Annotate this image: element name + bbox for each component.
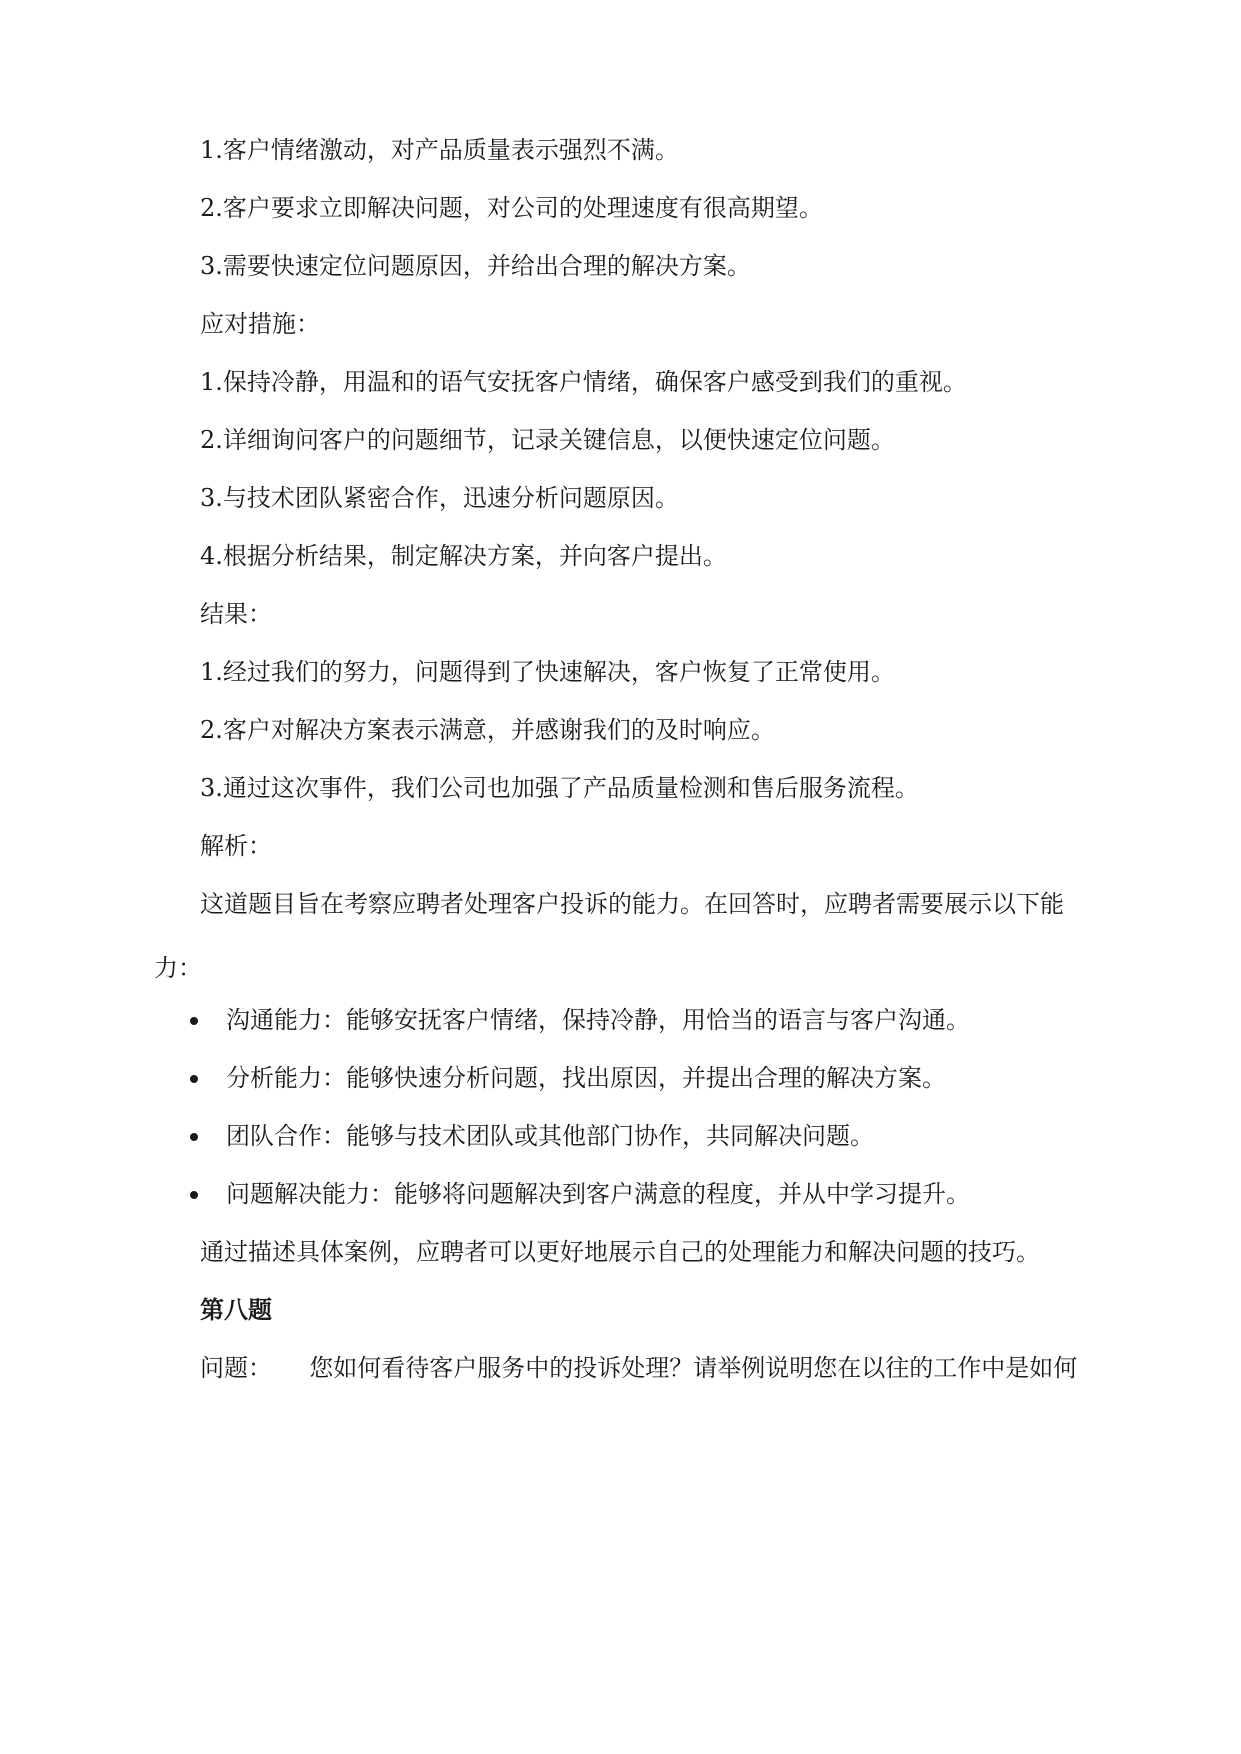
measure-2: 2.详细询问客户的问题细节，记录关键信息，以便快速定位问题。 bbox=[200, 426, 895, 454]
question-label: 问题： bbox=[200, 1354, 272, 1382]
analysis-heading: 解析： bbox=[200, 832, 272, 860]
ability-item bbox=[190, 1062, 946, 1094]
ability-text: 团队合作：能够与技术团队或其他部门协作，共同解决问题。 bbox=[226, 1122, 874, 1150]
ability-text: 分析能力：能够快速分析问题，找出原因，并提出合理的解决方案。 bbox=[226, 1064, 946, 1092]
measure-4: 4.根据分析结果，制定解决方案，并向客户提出。 bbox=[200, 542, 727, 570]
case-point-3: 3.需要快速定位问题原因，并给出合理的解决方案。 bbox=[200, 252, 751, 280]
measure-1: 1.保持冷静，用温和的语气安抚客户情绪，确保客户感受到我们的重视。 bbox=[200, 368, 967, 396]
result-2: 2.客户对解决方案表示满意，并感谢我们的及时响应。 bbox=[200, 716, 775, 744]
case-point-2: 2.客户要求立即解决问题，对公司的处理速度有很高期望。 bbox=[200, 194, 823, 222]
question-heading: 第八题 bbox=[200, 1295, 272, 1324]
ability-item bbox=[190, 1120, 874, 1152]
result-1: 1.经过我们的努力，问题得到了快速解决，客户恢复了正常使用。 bbox=[200, 658, 895, 686]
question-line bbox=[200, 1352, 1100, 1384]
bullet-dot-icon bbox=[190, 1075, 198, 1083]
ability-text: 问题解决能力：能够将问题解决到客户满意的程度，并从中学习提升。 bbox=[226, 1180, 970, 1208]
bullet-dot-icon bbox=[190, 1133, 198, 1141]
result-3: 3.通过这次事件，我们公司也加强了产品质量检测和售后服务流程。 bbox=[200, 774, 919, 802]
closing-paragraph: 通过描述具体案例，应聘者可以更好地展示自己的处理能力和解决问题的技巧。 bbox=[200, 1238, 1040, 1266]
question-text: 您如何看待客户服务中的投诉处理？请举例说明您在以往的工作中是如何 bbox=[309, 1354, 1078, 1382]
measure-3: 3.与技术团队紧密合作，迅速分析问题原因。 bbox=[200, 484, 679, 512]
results-heading: 结果： bbox=[200, 600, 272, 628]
ability-text: 沟通能力：能够安抚客户情绪，保持冷静，用恰当的语言与客户沟通。 bbox=[226, 1006, 970, 1034]
case-point-1: 1.客户情绪激动，对产品质量表示强烈不满。 bbox=[200, 136, 679, 164]
measures-heading: 应对措施： bbox=[200, 310, 320, 338]
analysis-intro: 这道题目旨在考察应聘者处理客户投诉的能力。在回答时，应聘者需要展示以下能力： bbox=[154, 890, 1064, 982]
bullet-dot-icon bbox=[190, 1191, 198, 1199]
bullet-dot-icon bbox=[190, 1017, 198, 1025]
ability-item bbox=[190, 1004, 970, 1036]
ability-item bbox=[190, 1178, 970, 1210]
